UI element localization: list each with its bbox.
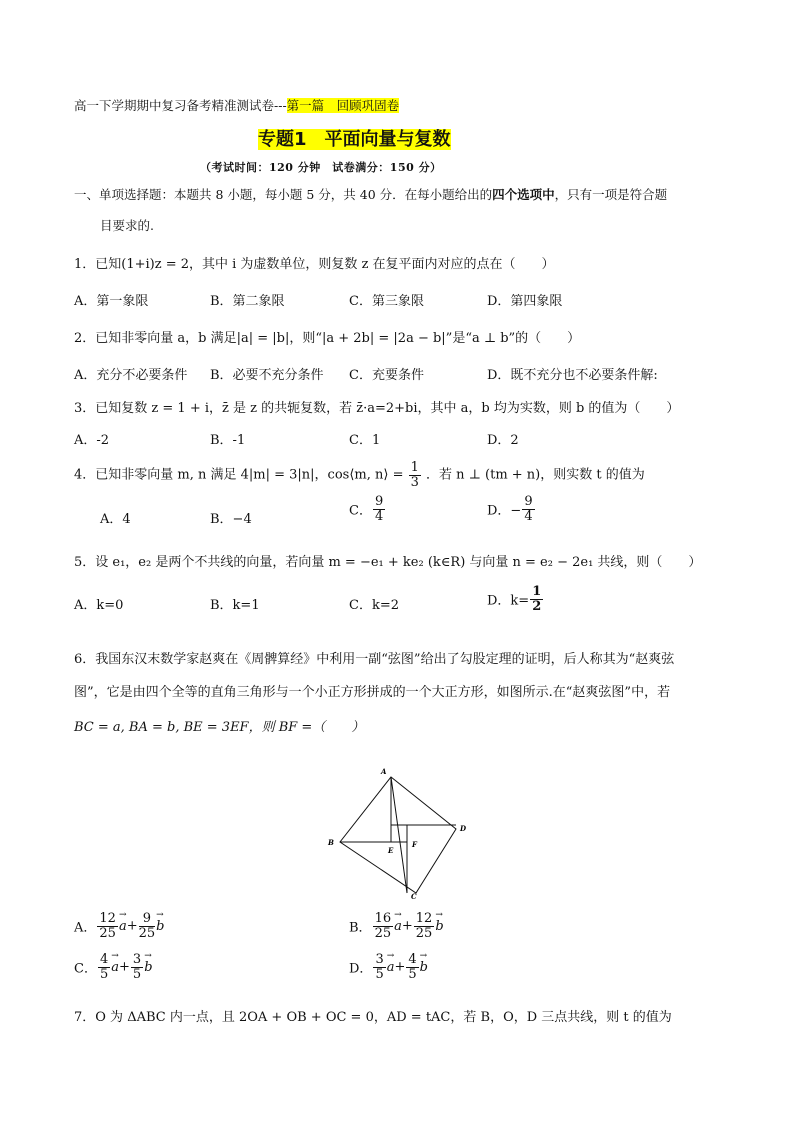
question-3-stem: 3．已知复数 z = 1 + i，z̄ 是 z 的共轭复数，若 z̄·a=2+bi，其中 a，b 均为实数，则 b 的值为（ ） <box>74 401 680 416</box>
series-header <box>74 96 399 114</box>
q2-option-c: C．充要条件 <box>349 368 424 383</box>
q3-option-a: A．-2 <box>74 433 110 448</box>
q6-option-b: B． $\frac{16}{25}$ → a+ $\frac{12}{25}$ → b <box>349 912 444 940</box>
question-6-line2: 图”，它是由四个全等的直角三角形与一个小正方形拼成的一个大正方形，如图所示.在“赵爽弦图”中，若 <box>74 685 671 700</box>
q2-option-d: D．既不充分也不必要条件解: <box>487 368 658 383</box>
q4-option-b: B．−4 <box>210 512 252 527</box>
fig-label-c: C <box>411 892 417 901</box>
question-1-stem: 1．已知(1+i)z = 2，其中 i 为虚数单位，则复数 z 在复平面内对应的点在（ ） <box>74 257 555 272</box>
fig-label-e: E <box>388 846 394 855</box>
page-title: 专题1 平面向量与复数 <box>258 129 451 150</box>
series-name: 高一下学期期中复习备考精准测试卷--- <box>74 98 287 113</box>
q5-option-c: C．k=2 <box>349 598 399 613</box>
question-6-line1: 6．我国东汉末数学家赵爽在《周髀算经》中利用一副“弦图”给出了勾股定理的证明，后人称其为“赵爽弦 <box>74 652 675 667</box>
q6-option-a: A． $\frac{12}{25}$ → a+ $\frac{9}{25}$ → b <box>74 912 164 940</box>
q2-option-b: B．必要不充分条件 <box>210 368 324 383</box>
q5-option-b: B．k=1 <box>210 598 260 613</box>
section-instructions: 一、单项选择题：本题共 8 小题，每小题 5 分，共 40 分．在每小题给出的四个选项中，只有一项是符合题 <box>74 187 668 202</box>
question-4-stem: 4．已知非零向量 m, n 满足 4|m| = 3|n|，cos⟨m, n⟩ = $\frac{1}{3}$ ．若 n ⊥ (tm + n)，则实数 t 的值为 <box>74 460 645 490</box>
q5-option-d: D．k= $\frac{1}{2}$ <box>487 584 542 614</box>
q2-option-a: A．充分不必要条件 <box>74 368 188 383</box>
q3-option-d: D．2 <box>487 433 519 448</box>
section-instructions-line2: 目要求的. <box>100 218 154 233</box>
q6-option-c: C． $\frac{4}{5}$ → a+ $\frac{3}{5}$ → b <box>74 953 153 981</box>
fig-label-f: F <box>412 840 417 849</box>
q4-option-d: D．− $\frac{9}{4}$ <box>487 494 533 524</box>
outer-square <box>340 777 456 893</box>
q1-option-a: A．第一象限 <box>74 294 149 309</box>
fig-label-a: A <box>381 767 387 776</box>
q6-option-d: D． $\frac{3}{5}$ → a+ $\frac{4}{5}$ → b <box>349 953 428 981</box>
q4-option-a: A．4 <box>100 512 131 527</box>
q4-option-c: C． $\frac{9}{4}$ <box>349 494 384 524</box>
q1-option-c: C．第三象限 <box>349 294 424 309</box>
q5-option-a: A．k=0 <box>74 598 124 613</box>
fig-label-b: B <box>328 838 334 847</box>
exam-info: （考试时间：120 分钟 试卷满分：150 分） <box>200 161 442 174</box>
question-7-stem: 7．O 为 ΔABC 内一点，且 2OA + OB + OC = 0，AD = tAC，若 B，O，D 三点共线，则 t 的值为 <box>74 1010 672 1025</box>
question-6-line3: BC = a, BA = b, BE = 3EF，则 BF =（ ） <box>74 720 365 735</box>
q1-option-b: B．第二象限 <box>210 294 285 309</box>
line-a-to-bottom <box>391 777 407 893</box>
q3-option-c: C．1 <box>349 433 381 448</box>
q4-cos-fraction: $\frac{1}{3}$ <box>410 460 419 490</box>
part-name: 第一篇 回顾巩固卷 <box>286 98 400 113</box>
q3-option-b: B．-1 <box>210 433 246 448</box>
q1-option-d: D．第四象限 <box>487 294 563 309</box>
fig-label-d: D <box>460 824 467 833</box>
question-2-stem: 2．已知非零向量 a，b 满足|a| = |b|，则“|a + 2b| = |2a − b|”是“a ⊥ b”的（ ） <box>74 331 581 346</box>
question-5-stem: 5．设 e₁，e₂ 是两个不共线的向量，若向量 m = −e₁ + ke₂ (k∈R) 与向量 n = e₂ − 2e₁ 共线，则（ ） <box>74 555 702 570</box>
